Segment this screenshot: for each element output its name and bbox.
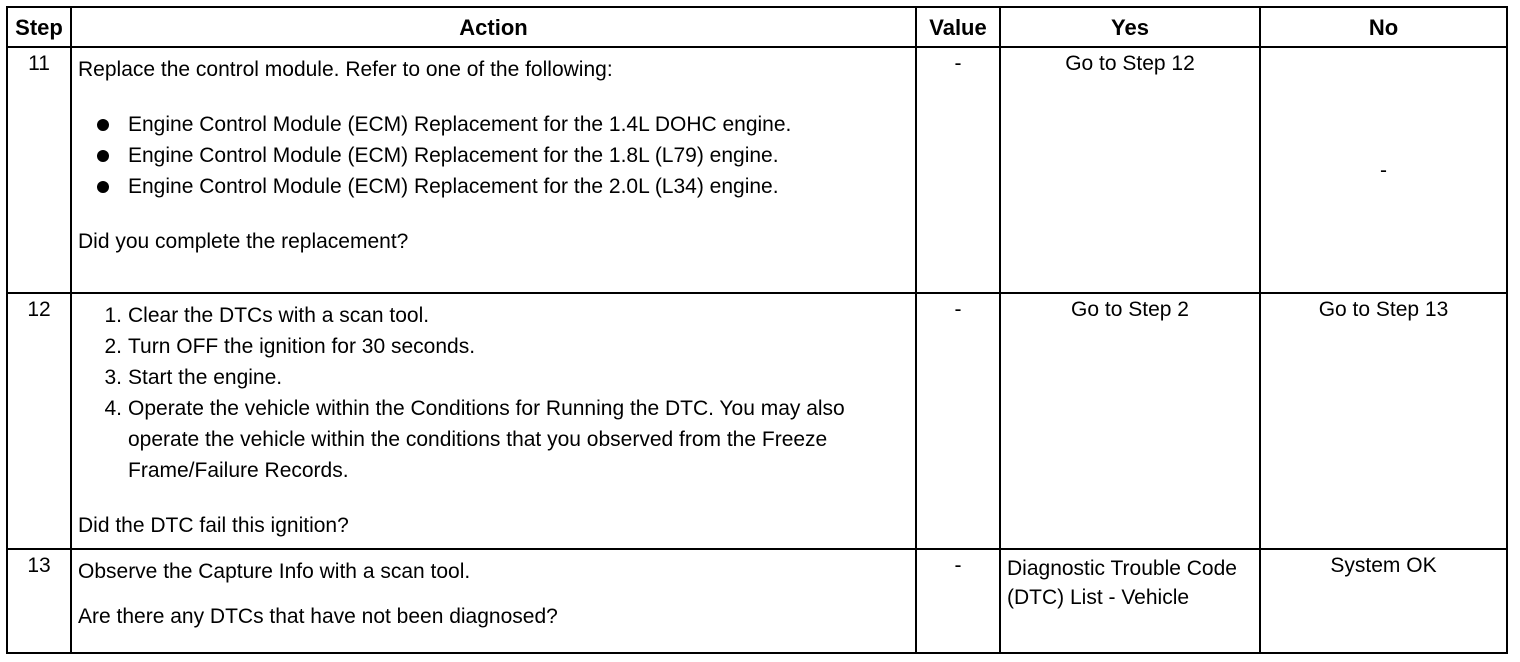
diagnostic-table-container bbox=[6, 6, 1506, 654]
header-action: Action bbox=[71, 7, 916, 47]
bullet-icon bbox=[97, 181, 109, 193]
action-intro: Replace the control module. Refer to one of the following: bbox=[78, 58, 613, 81]
list-item: Engine Control Module (ECM) Replacement for the 1.4L DOHC engine. bbox=[92, 109, 909, 140]
value-cell: - bbox=[916, 293, 1000, 549]
action-intro: Observe the Capture Info with a scan tool. bbox=[78, 560, 471, 583]
list-item: Engine Control Module (ECM) Replacement for the 2.0L (L34) engine. bbox=[92, 171, 909, 202]
value-cell: - bbox=[916, 47, 1000, 293]
table-row bbox=[7, 293, 1507, 549]
list-item: 3. Start the engine. bbox=[104, 366, 283, 389]
step-number: 11 bbox=[7, 47, 71, 293]
step-number: 12 bbox=[7, 293, 71, 549]
value-cell: - bbox=[916, 549, 1000, 653]
numbered-list bbox=[78, 300, 909, 486]
action-question: Did you complete the replacement? bbox=[78, 230, 409, 253]
no-cell: - bbox=[1260, 47, 1507, 293]
table-row bbox=[7, 47, 1507, 293]
bullet-icon bbox=[97, 150, 109, 162]
list-item: Engine Control Module (ECM) Replacement for the 1.8L (L79) engine. bbox=[92, 140, 909, 171]
step-number: 13 bbox=[7, 549, 71, 653]
no-cell: System OK bbox=[1260, 549, 1507, 653]
header-no: No bbox=[1260, 7, 1507, 47]
diagnostic-table bbox=[6, 6, 1508, 654]
header-row bbox=[7, 7, 1507, 47]
header-yes: Yes bbox=[1000, 7, 1260, 47]
list-item: 4. Operate the vehicle within the Conditions for Running the DTC. You may also operate the vehicle within the conditions that you observed from the Freeze Frame/Failure Records. bbox=[104, 397, 845, 482]
header-step: Step bbox=[7, 7, 71, 47]
bullet-list bbox=[78, 109, 909, 202]
action-cell bbox=[71, 47, 916, 293]
yes-cell: Diagnostic Trouble Code (DTC) List - Vehicle bbox=[1000, 549, 1260, 653]
yes-cell: Go to Step 2 bbox=[1000, 293, 1260, 549]
no-cell: Go to Step 13 bbox=[1260, 293, 1507, 549]
list-item: 2. Turn OFF the ignition for 30 seconds. bbox=[104, 335, 476, 358]
table-row bbox=[7, 549, 1507, 653]
list-item: 1. Clear the DTCs with a scan tool. bbox=[104, 304, 430, 327]
action-cell bbox=[71, 549, 916, 653]
action-question: Are there any DTCs that have not been diagnosed? bbox=[78, 605, 558, 628]
bullet-icon bbox=[97, 119, 109, 131]
yes-cell: Go to Step 12 bbox=[1000, 47, 1260, 293]
action-question: Did the DTC fail this ignition? bbox=[78, 514, 349, 537]
action-cell bbox=[71, 293, 916, 549]
header-value: Value bbox=[916, 7, 1000, 47]
